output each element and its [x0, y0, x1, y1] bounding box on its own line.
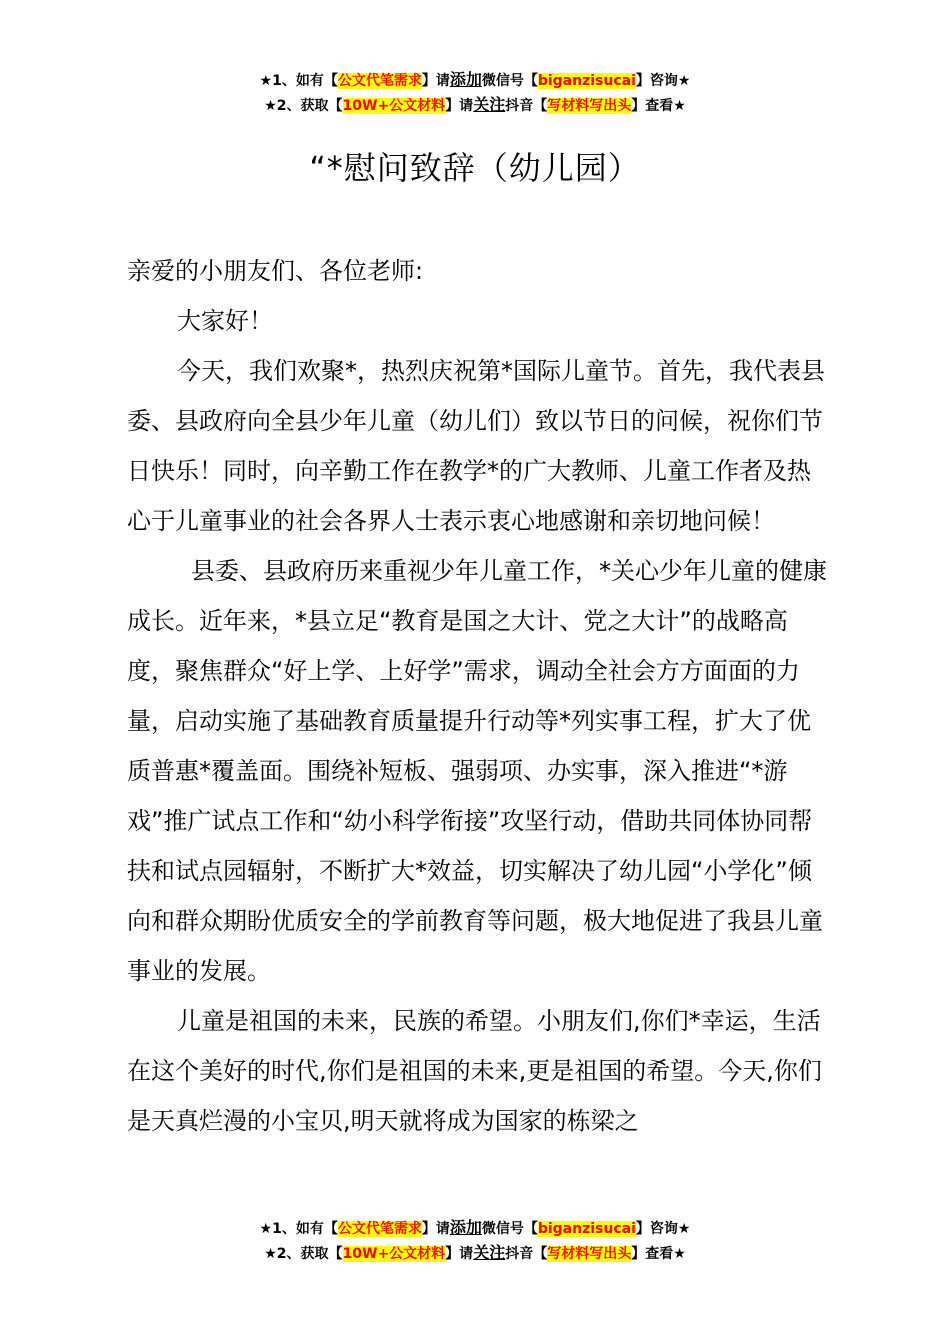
promo-text: 】咨询★ [635, 1221, 691, 1237]
paragraph: 今天，我们欢聚*，热烈庆祝第*国际儿童节。首先，我代表县委、县政府向全县少年儿童（幼儿们）致以节日的问候，祝你们节日快乐！同时，向辛勤工作在教学*的广大教师、儿童工作者及热心于儿童事业的社会各界人士表示衷心地感谢和亲切地问候！ [127, 357, 825, 535]
underlined-text: 添加 [449, 70, 482, 89]
promo-line-1 [0, 68, 950, 93]
promo-text: 】请 [421, 73, 450, 89]
promo-text: 抖音【 [505, 1246, 548, 1262]
highlight-text: 公文代笔需求 [337, 73, 422, 89]
highlight-text: 10W+公文材料 [342, 98, 446, 114]
promo-text: ★1、如有【 [259, 73, 338, 89]
document-body [127, 246, 827, 1146]
promo-text: 微信号【 [481, 73, 538, 89]
highlight-text: 公文代笔需求 [337, 1221, 422, 1237]
underlined-text: 关注 [473, 1243, 506, 1262]
promo-text: 】查看★ [631, 98, 686, 114]
salutation: 亲爱的小朋友们、各位老师: [127, 257, 424, 285]
document-title: “*慰问致辞（幼儿园） [309, 149, 641, 187]
promo-text: 】请 [445, 1246, 474, 1262]
promo-text: ★2、获取【 [264, 98, 343, 114]
promo-text: 】请 [421, 1221, 450, 1237]
promo-text: ★2、获取【 [264, 1246, 343, 1262]
underlined-text: 添加 [449, 1218, 482, 1237]
promo-text: 】请 [445, 98, 474, 114]
paragraph: 儿童是祖国的未来，民族的希望。小朋友们,你们*幸运，生活在这个美好的时代,你们是祖国的未来,更是祖国的希望。今天,你们是天真烂漫的小宝贝,明天就将成为国家的栋梁之 [127, 1007, 822, 1135]
douyin-id-highlight: 写材料写出头 [547, 1246, 632, 1262]
wechat-id-highlight: biganzisucai [537, 1221, 636, 1237]
highlight-text: 10W+公文材料 [342, 1246, 446, 1262]
promo-line-2 [0, 1241, 950, 1266]
promo-banner-top [0, 68, 950, 118]
promo-text: 】咨询★ [635, 73, 691, 89]
promo-line-2 [0, 93, 950, 118]
douyin-id-highlight: 写材料写出头 [547, 98, 632, 114]
promo-text: 抖音【 [505, 98, 548, 114]
promo-text: 】查看★ [631, 1246, 686, 1262]
underlined-text: 关注 [473, 95, 506, 114]
promo-text: ★1、如有【 [259, 1221, 338, 1237]
promo-text: 微信号【 [481, 1221, 538, 1237]
paragraph: 县委、县政府历来重视少年儿童工作，*关心少年儿童的健康成长。近年来，*县立足“教育是国之大计、党之大计”的战略高度，聚焦群众“好上学、上好学”需求，调动全社会方方面面的力量，启动实施了基础教育质量提升行动等*列实事工程，扩大了优质普惠*覆盖面。围绕补短板、强弱项、办实事，深入推进“*游戏”推广试点工作和“幼小科学衔接”攻坚行动，借助共同体协同帮扶和试点园辐射，不断扩大*效益，切实解决了幼儿园“小学化”倾向和群众期盼优质安全的学前教育等问题，极大地促进了我县儿童事业的发展。 [127, 557, 827, 985]
greeting: 大家好！ [177, 307, 273, 335]
promo-line-1 [0, 1216, 950, 1241]
wechat-id-highlight: biganzisucai [537, 73, 636, 89]
promo-banner-bottom [0, 1216, 950, 1266]
